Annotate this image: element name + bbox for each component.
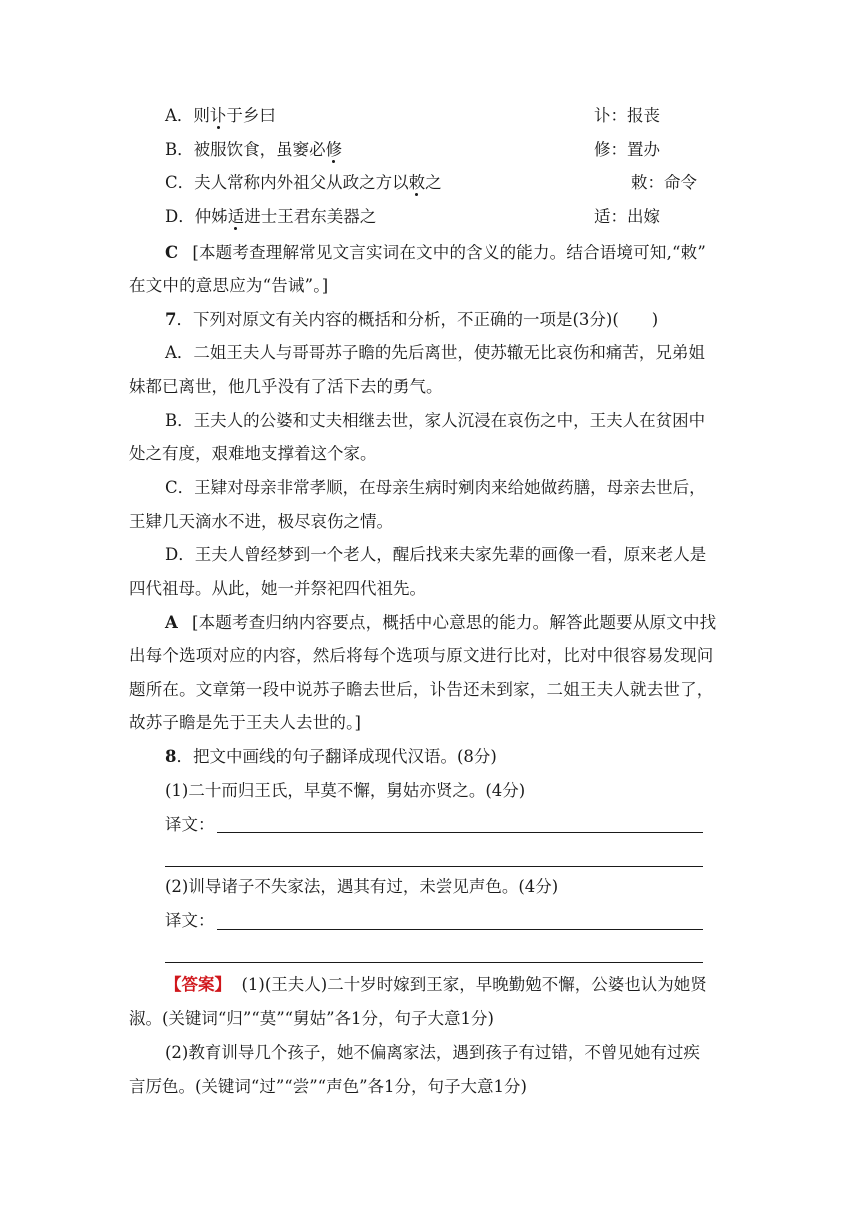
q6-option-c: C．夫人常称内外祖父从政之方以敕之 敕：命令 xyxy=(165,173,697,192)
q8-stem: 8．把文中画线的句子翻译成现代汉语。(8分) xyxy=(165,747,497,766)
q7-explanation-line2: 出每个选项对应的内容，然后将每个选项与原文进行比对，比对中很容易发现问 xyxy=(129,646,714,665)
q7-explanation-line4: 故苏子瞻是先于王夫人去世的。] xyxy=(129,713,362,732)
answer-blank-line[interactable] xyxy=(165,866,703,867)
q8-sentence-2: (2)训导诸子不失家法，遇其有过，未尝见声色。(4分) xyxy=(165,877,559,896)
q7-answer-letter: A xyxy=(165,613,179,632)
q6-def-c: 敕：命令 xyxy=(631,173,697,192)
answer-line4: 言厉色。(关键词“过”“尝”“声色”各1分，句子大意1分) xyxy=(129,1077,527,1096)
q6-option-d: D．仲姊适进士王君东美器之 适：出嫁 xyxy=(165,207,660,226)
q8-translation-label-2: 译文： xyxy=(165,911,215,930)
q7-stem: 7．下列对原文有关内容的概括和分析，不正确的一项是(3分)( ) xyxy=(165,310,659,329)
q7-option-c-line1: C．王肄对母亲非常孝顺，在母亲生病时剜肉来给她做药膳，母亲去世后， xyxy=(165,478,706,497)
q7-option-b-line2: 处之有度，艰难地支撑着这个家。 xyxy=(129,444,377,463)
answer-line1: 【答案】 (1)(王夫人)二十岁时嫁到王家，早晚勤勉不懈，公婆也认为她贤 xyxy=(165,975,707,994)
q6-def-d: 适：出嫁 xyxy=(594,207,660,226)
emphasis-dot-char: 适 xyxy=(227,207,245,226)
q7-option-c-line2: 王肄几天滴水不进，极尽哀伤之情。 xyxy=(129,512,393,531)
emphasis-dot-char: 敕 xyxy=(408,173,426,192)
q6-def-b: 修：置办 xyxy=(594,140,660,159)
q6-explanation-line2: 在文中的意思应为“告诫”。] xyxy=(129,276,329,295)
answer-blank-line[interactable] xyxy=(165,962,703,963)
q7-option-d-line2: 四代祖母。从此，她一并祭祀四代祖先。 xyxy=(129,579,426,598)
q7-explanation-line3: 题所在。文章第一段中说苏子瞻去世后，讣告还未到家，二姐王夫人就去世了， xyxy=(129,680,714,699)
answer-line2: 淑。(关键词“归”“莫”“舅姑”各1分，句子大意1分) xyxy=(129,1009,494,1028)
answer-blank-line[interactable] xyxy=(217,832,703,833)
q6-option-a: A．则讣于乡曰 讣：报丧 xyxy=(165,106,660,125)
emphasis-dot-char: 修 xyxy=(325,140,343,159)
answer-tag: 【答案】 xyxy=(165,975,231,994)
q8-translation-label-1: 译文： xyxy=(165,815,215,834)
q6-answer-letter: C xyxy=(165,243,179,262)
q6-def-a: 讣：报丧 xyxy=(594,106,660,125)
emphasis-dot-char: 讣 xyxy=(209,106,227,125)
q6-explanation-line1: C [本题考查理解常见文言实词在文中的含义的能力。结合语境可知,“敕” xyxy=(165,243,706,262)
q7-option-d-line1: D．王夫人曾经梦到一个老人，醒后找来夫家先辈的画像一看，原来老人是 xyxy=(165,545,707,564)
q7-option-a-line1: A．二姐王夫人与哥哥苏子瞻的先后离世，使苏辙无比哀伤和痛苦，兄弟姐 xyxy=(165,343,705,362)
q7-explanation-line1: A [本题考查归纳内容要点，概括中心意思的能力。解答此题要从原文中找 xyxy=(165,613,717,632)
q7-option-b-line1: B．王夫人的公婆和丈夫相继去世，家人沉浸在哀伤之中，王夫人在贫困中 xyxy=(165,411,706,430)
q7-option-a-line2: 妹都已离世，他几乎没有了活下去的勇气。 xyxy=(129,377,443,396)
q8-number: 8 xyxy=(165,747,177,766)
answer-blank-line[interactable] xyxy=(217,929,703,930)
answer-line3: (2)教育训导几个孩子，她不偏离家法，遇到孩子有过错，不曾见她有过疾 xyxy=(165,1043,700,1062)
q7-number: 7 xyxy=(165,310,177,329)
q8-sentence-1: (1)二十而归王氏，早莫不懈，舅姑亦贤之。(4分) xyxy=(165,781,526,800)
q6-option-b: B．被服饮食，虽窭必修 修：置办 xyxy=(165,140,660,159)
